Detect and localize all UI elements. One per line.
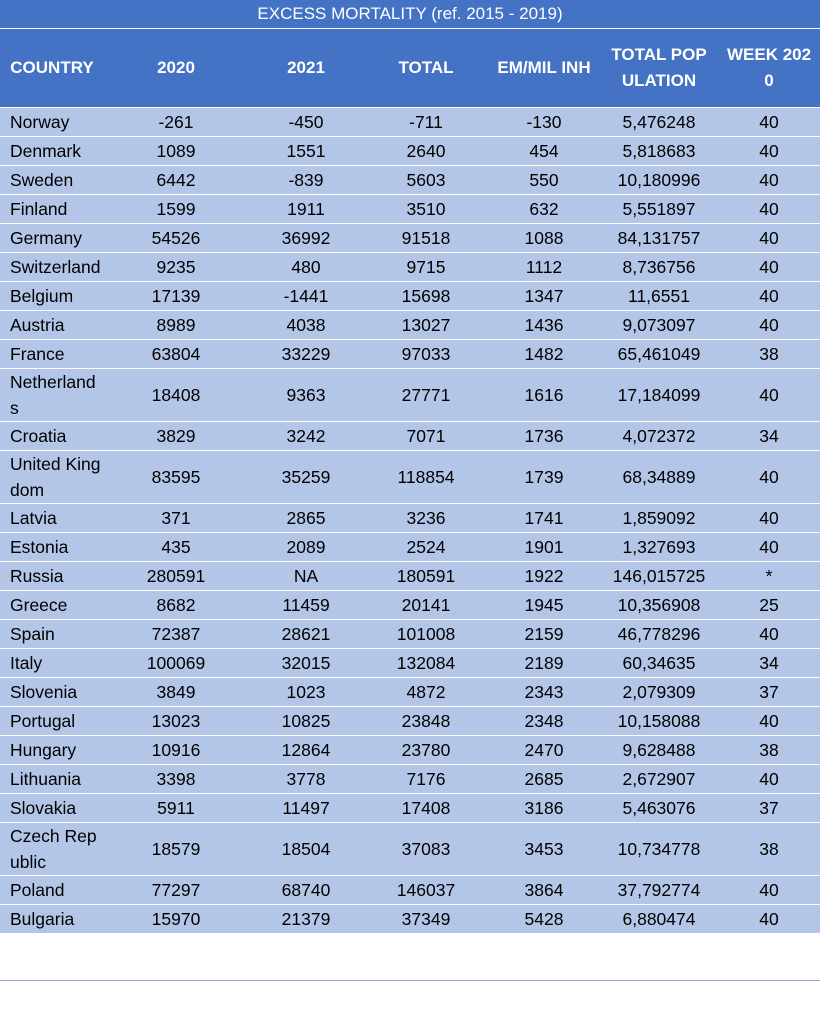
table-row xyxy=(0,533,820,562)
table-row xyxy=(0,591,820,620)
cell-week-2020: 40 xyxy=(718,765,820,794)
cell-2021: -839 xyxy=(248,166,364,195)
cell-2021: 11459 xyxy=(248,591,364,620)
cell-2020: 15970 xyxy=(104,905,248,934)
cell-week-2020: 40 xyxy=(718,533,820,562)
cell-week-2020: 40 xyxy=(718,451,820,504)
cell-2020: 3849 xyxy=(104,678,248,707)
cell-week-2020: 40 xyxy=(718,224,820,253)
cell-week-2020: 40 xyxy=(718,166,820,195)
cell-week-2020: 37 xyxy=(718,794,820,823)
cell-2021: NA xyxy=(248,562,364,591)
cell-2021: 4038 xyxy=(248,311,364,340)
cell-2020: 77297 xyxy=(104,876,248,905)
cell-country: Bulgaria xyxy=(0,905,104,934)
cell-2020: 54526 xyxy=(104,224,248,253)
cell-week-2020: 40 xyxy=(718,905,820,934)
cell-2021: -1441 xyxy=(248,282,364,311)
cell-week-2020: 38 xyxy=(718,736,820,765)
cell-total: 180591 xyxy=(364,562,488,591)
cell-country: Austria xyxy=(0,311,104,340)
cell-total: 5603 xyxy=(364,166,488,195)
cell-em-per-mil: 454 xyxy=(488,137,600,166)
cell-total-population: 146,015725 xyxy=(600,562,718,591)
cell-em-per-mil: 1736 xyxy=(488,422,600,451)
cell-2020: 8989 xyxy=(104,311,248,340)
cell-total: 2524 xyxy=(364,533,488,562)
cell-2021: 10825 xyxy=(248,707,364,736)
cell-em-per-mil: 2189 xyxy=(488,649,600,678)
table-row xyxy=(0,794,820,823)
cell-em-per-mil: 3864 xyxy=(488,876,600,905)
cell-em-per-mil: 1482 xyxy=(488,340,600,369)
table-row xyxy=(0,620,820,649)
cell-total-population: 37,792774 xyxy=(600,876,718,905)
table-row xyxy=(0,340,820,369)
cell-2020: 63804 xyxy=(104,340,248,369)
cell-2021: 11497 xyxy=(248,794,364,823)
cell-2020: 3398 xyxy=(104,765,248,794)
cell-2020: 72387 xyxy=(104,620,248,649)
cell-country: Lithuania xyxy=(0,765,104,794)
table-row xyxy=(0,876,820,905)
cell-country: France xyxy=(0,340,104,369)
cell-2020: 6442 xyxy=(104,166,248,195)
table-row xyxy=(0,108,820,137)
cell-total: 15698 xyxy=(364,282,488,311)
cell-em-per-mil: 1616 xyxy=(488,369,600,422)
cell-total-population: 17,184099 xyxy=(600,369,718,422)
header-country: COUNTRY xyxy=(0,29,104,108)
table-row xyxy=(0,649,820,678)
cell-em-per-mil: -130 xyxy=(488,108,600,137)
cell-em-per-mil: 632 xyxy=(488,195,600,224)
cell-em-per-mil: 1901 xyxy=(488,533,600,562)
cell-2020: 280591 xyxy=(104,562,248,591)
cell-2020: 8682 xyxy=(104,591,248,620)
cell-total: 2640 xyxy=(364,137,488,166)
cell-week-2020: 40 xyxy=(718,707,820,736)
cell-total-population: 5,463076 xyxy=(600,794,718,823)
cell-total-population: 5,818683 xyxy=(600,137,718,166)
cell-2020: 10916 xyxy=(104,736,248,765)
cell-total: 37083 xyxy=(364,823,488,876)
table-title-row xyxy=(0,0,820,29)
cell-total-population: 2,079309 xyxy=(600,678,718,707)
cell-2021: 33229 xyxy=(248,340,364,369)
cell-week-2020: 37 xyxy=(718,678,820,707)
table-row xyxy=(0,253,820,282)
table-row xyxy=(0,823,820,876)
cell-total: -711 xyxy=(364,108,488,137)
table-row xyxy=(0,905,820,934)
table-row xyxy=(0,765,820,794)
header-2020: 2020 xyxy=(104,29,248,108)
table-row xyxy=(0,562,820,591)
cell-2021: 1911 xyxy=(248,195,364,224)
cell-total: 13027 xyxy=(364,311,488,340)
cell-week-2020: * xyxy=(718,562,820,591)
cell-2021: 2089 xyxy=(248,533,364,562)
cell-total: 146037 xyxy=(364,876,488,905)
table-row xyxy=(0,195,820,224)
cell-week-2020: 40 xyxy=(718,876,820,905)
cell-country: Croatia xyxy=(0,422,104,451)
cell-em-per-mil: 1112 xyxy=(488,253,600,282)
cell-total: 7071 xyxy=(364,422,488,451)
cell-total: 9715 xyxy=(364,253,488,282)
header-em-per-mil: EM/MIL INH xyxy=(488,29,600,108)
cell-total-population: 1,859092 xyxy=(600,504,718,533)
cell-week-2020: 40 xyxy=(718,504,820,533)
cell-total-population: 10,734778 xyxy=(600,823,718,876)
cell-week-2020: 38 xyxy=(718,823,820,876)
cell-total-population: 46,778296 xyxy=(600,620,718,649)
table-row xyxy=(0,224,820,253)
header-2021: 2021 xyxy=(248,29,364,108)
cell-country: Italy xyxy=(0,649,104,678)
cell-total-population: 9,628488 xyxy=(600,736,718,765)
cell-2020: 435 xyxy=(104,533,248,562)
cell-em-per-mil: 1741 xyxy=(488,504,600,533)
table-row xyxy=(0,422,820,451)
cell-2021: 35259 xyxy=(248,451,364,504)
cell-country: Finland xyxy=(0,195,104,224)
table-row xyxy=(0,678,820,707)
cell-total-population: 8,736756 xyxy=(600,253,718,282)
cell-em-per-mil: 1945 xyxy=(488,591,600,620)
cell-total-population: 65,461049 xyxy=(600,340,718,369)
cell-total: 4872 xyxy=(364,678,488,707)
cell-week-2020: 34 xyxy=(718,422,820,451)
cell-2021: 480 xyxy=(248,253,364,282)
table-row xyxy=(0,504,820,533)
cell-2020: 100069 xyxy=(104,649,248,678)
cell-2021: 32015 xyxy=(248,649,364,678)
cell-2020: 5911 xyxy=(104,794,248,823)
cell-2021: 36992 xyxy=(248,224,364,253)
cell-2021: 21379 xyxy=(248,905,364,934)
cell-2021: 9363 xyxy=(248,369,364,422)
cell-country: Belgium xyxy=(0,282,104,311)
cell-2020: 371 xyxy=(104,504,248,533)
cell-total-population: 10,158088 xyxy=(600,707,718,736)
cell-2021: -450 xyxy=(248,108,364,137)
cell-week-2020: 38 xyxy=(718,340,820,369)
cell-total-population: 9,073097 xyxy=(600,311,718,340)
cell-em-per-mil: 3186 xyxy=(488,794,600,823)
cell-2021: 3778 xyxy=(248,765,364,794)
header-total-population: TOTAL POPULATION xyxy=(600,29,718,108)
cell-em-per-mil: 2159 xyxy=(488,620,600,649)
cell-week-2020: 34 xyxy=(718,649,820,678)
cell-country: Norway xyxy=(0,108,104,137)
cell-country: Russia xyxy=(0,562,104,591)
cell-country: Portugal xyxy=(0,707,104,736)
cell-em-per-mil: 2470 xyxy=(488,736,600,765)
cell-total: 118854 xyxy=(364,451,488,504)
cell-country: Estonia xyxy=(0,533,104,562)
cell-total-population: 10,180996 xyxy=(600,166,718,195)
cell-total: 97033 xyxy=(364,340,488,369)
cell-week-2020: 40 xyxy=(718,253,820,282)
cell-em-per-mil: 5428 xyxy=(488,905,600,934)
table-row xyxy=(0,311,820,340)
table-row xyxy=(0,282,820,311)
cell-total-population: 11,6551 xyxy=(600,282,718,311)
cell-em-per-mil: 1436 xyxy=(488,311,600,340)
cell-country: Poland xyxy=(0,876,104,905)
cell-country: Czech Republic xyxy=(0,823,104,876)
cell-total: 37349 xyxy=(364,905,488,934)
cell-week-2020: 40 xyxy=(718,369,820,422)
cell-country: Greece xyxy=(0,591,104,620)
cell-2021: 18504 xyxy=(248,823,364,876)
cell-2020: -261 xyxy=(104,108,248,137)
table-row xyxy=(0,137,820,166)
cell-week-2020: 40 xyxy=(718,311,820,340)
table-bottom-border xyxy=(0,980,820,981)
cell-week-2020: 40 xyxy=(718,620,820,649)
cell-em-per-mil: 1739 xyxy=(488,451,600,504)
cell-country: Germany xyxy=(0,224,104,253)
cell-2021: 2865 xyxy=(248,504,364,533)
cell-total: 17408 xyxy=(364,794,488,823)
cell-total-population: 68,34889 xyxy=(600,451,718,504)
cell-total-population: 4,072372 xyxy=(600,422,718,451)
cell-total-population: 5,476248 xyxy=(600,108,718,137)
table-title: EXCESS MORTALITY (ref. 2015 - 2019) xyxy=(0,0,820,29)
cell-2020: 3829 xyxy=(104,422,248,451)
cell-2020: 1089 xyxy=(104,137,248,166)
table-row xyxy=(0,166,820,195)
cell-2020: 13023 xyxy=(104,707,248,736)
cell-week-2020: 40 xyxy=(718,282,820,311)
cell-week-2020: 40 xyxy=(718,195,820,224)
table-body xyxy=(0,108,820,934)
header-week-2020: WEEK 2020 xyxy=(718,29,820,108)
cell-2021: 28621 xyxy=(248,620,364,649)
table-row xyxy=(0,707,820,736)
cell-em-per-mil: 2348 xyxy=(488,707,600,736)
cell-total: 23780 xyxy=(364,736,488,765)
cell-total: 132084 xyxy=(364,649,488,678)
header-total: TOTAL xyxy=(364,29,488,108)
cell-country: Latvia xyxy=(0,504,104,533)
cell-2020: 83595 xyxy=(104,451,248,504)
cell-total-population: 6,880474 xyxy=(600,905,718,934)
cell-country: Netherlands xyxy=(0,369,104,422)
cell-country: Slovenia xyxy=(0,678,104,707)
cell-em-per-mil: 1922 xyxy=(488,562,600,591)
cell-total: 23848 xyxy=(364,707,488,736)
table-row xyxy=(0,369,820,422)
cell-em-per-mil: 2685 xyxy=(488,765,600,794)
cell-em-per-mil: 1088 xyxy=(488,224,600,253)
cell-2021: 68740 xyxy=(248,876,364,905)
cell-total: 101008 xyxy=(364,620,488,649)
table-row xyxy=(0,451,820,504)
table-row xyxy=(0,736,820,765)
cell-total-population: 2,672907 xyxy=(600,765,718,794)
cell-country: Switzerland xyxy=(0,253,104,282)
cell-total-population: 84,131757 xyxy=(600,224,718,253)
cell-total-population: 1,327693 xyxy=(600,533,718,562)
cell-em-per-mil: 550 xyxy=(488,166,600,195)
cell-em-per-mil: 1347 xyxy=(488,282,600,311)
cell-country: United Kingdom xyxy=(0,451,104,504)
cell-2021: 1023 xyxy=(248,678,364,707)
cell-country: Hungary xyxy=(0,736,104,765)
cell-total: 91518 xyxy=(364,224,488,253)
cell-total-population: 60,34635 xyxy=(600,649,718,678)
cell-em-per-mil: 3453 xyxy=(488,823,600,876)
cell-country: Denmark xyxy=(0,137,104,166)
cell-2021: 1551 xyxy=(248,137,364,166)
cell-total: 27771 xyxy=(364,369,488,422)
cell-week-2020: 40 xyxy=(718,137,820,166)
cell-em-per-mil: 2343 xyxy=(488,678,600,707)
cell-week-2020: 40 xyxy=(718,108,820,137)
cell-2020: 1599 xyxy=(104,195,248,224)
cell-total: 3510 xyxy=(364,195,488,224)
cell-country: Spain xyxy=(0,620,104,649)
cell-2020: 18579 xyxy=(104,823,248,876)
cell-total: 7176 xyxy=(364,765,488,794)
cell-total: 3236 xyxy=(364,504,488,533)
cell-2020: 18408 xyxy=(104,369,248,422)
cell-2020: 9235 xyxy=(104,253,248,282)
cell-2020: 17139 xyxy=(104,282,248,311)
cell-2021: 3242 xyxy=(248,422,364,451)
cell-2021: 12864 xyxy=(248,736,364,765)
cell-country: Sweden xyxy=(0,166,104,195)
cell-country: Slovakia xyxy=(0,794,104,823)
cell-total-population: 10,356908 xyxy=(600,591,718,620)
cell-total-population: 5,551897 xyxy=(600,195,718,224)
cell-total: 20141 xyxy=(364,591,488,620)
table-header-row xyxy=(0,29,820,108)
cell-week-2020: 25 xyxy=(718,591,820,620)
